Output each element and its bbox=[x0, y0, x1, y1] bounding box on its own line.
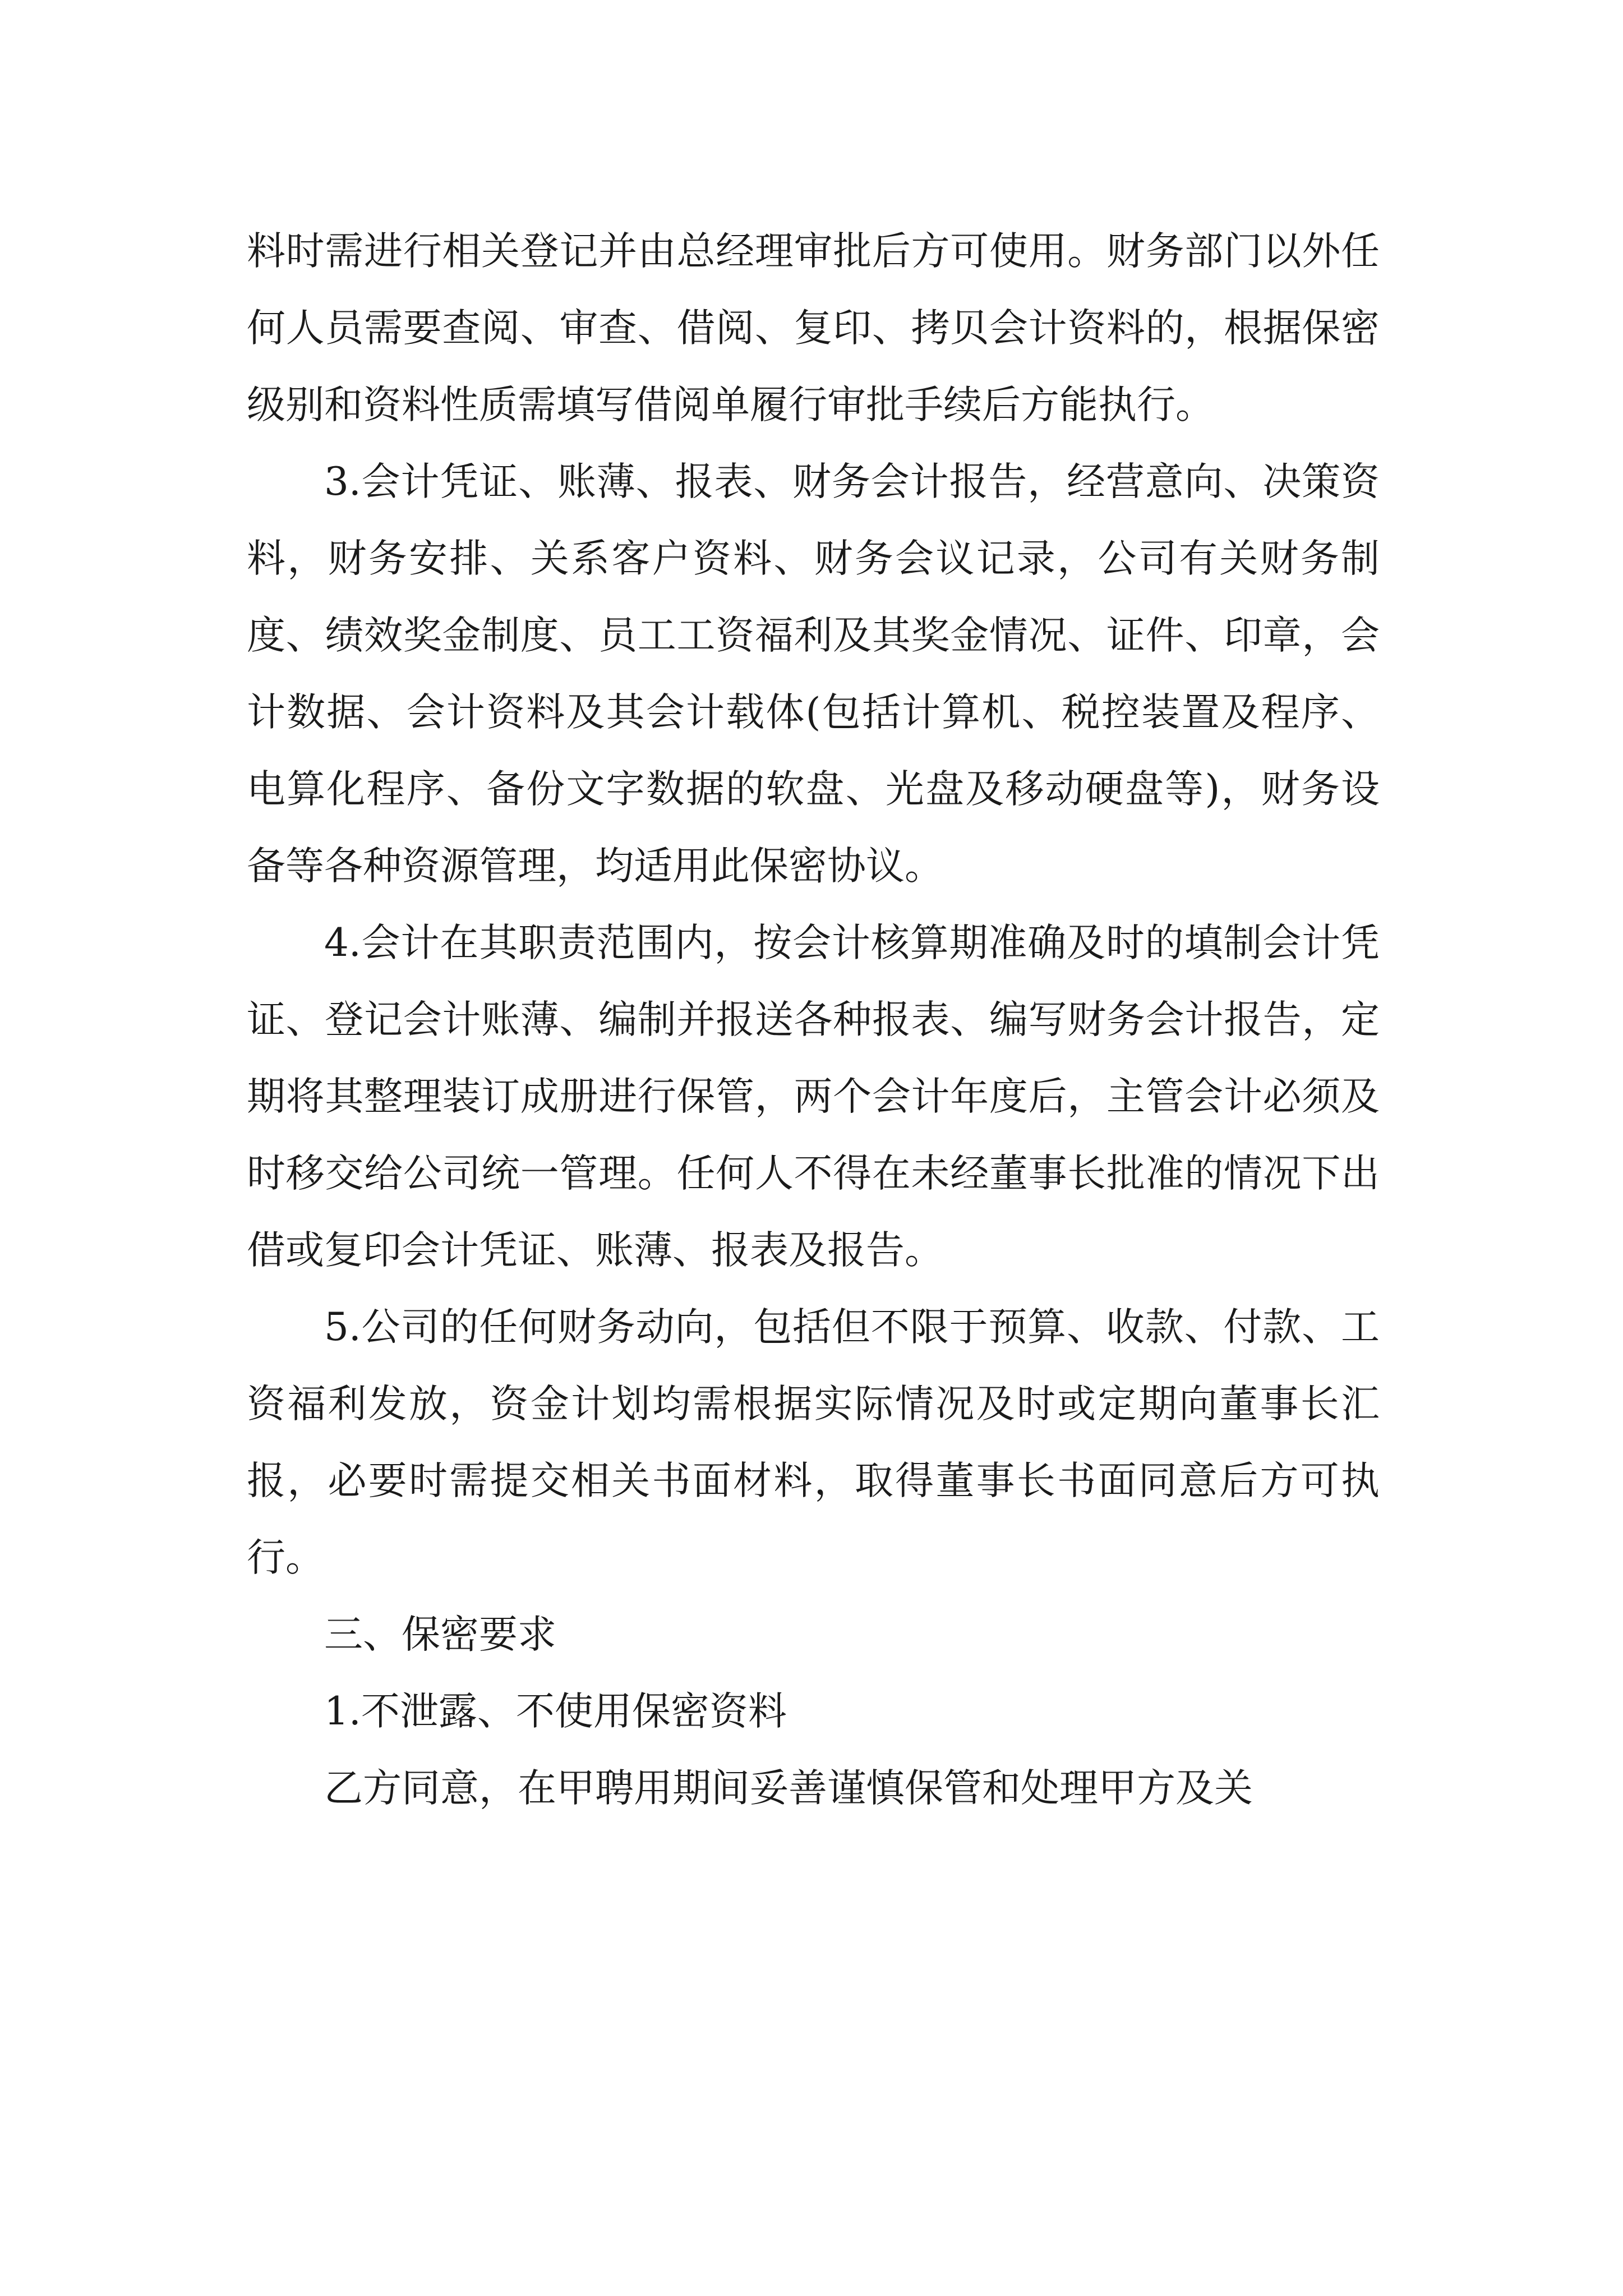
paragraph-item-5: 5.公司的任何财务动向，包括但不限于预算、收款、付款、工资福利发放，资金计划均需根据实际情况及时或定期向董事长汇报，必要时需提交相关书面材料，取得董事长书面同意后方可执行。 bbox=[247, 1305, 1380, 1580]
paragraph-item-4: 4.会计在其职责范围内，按会计核算期准确及时的填制会计凭证、登记会计账薄、编制并报送各种报表、编写财务会计报告，定期将其整理装订成册进行保管，两个会计年度后，主管会计必须及时移交给公司统一管理。任何人不得在未经董事长批准的情况下出借或复印会计凭证、账薄、报表及报告。 bbox=[247, 921, 1380, 1273]
section-heading-confidentiality-requirements: 三、保密要求 bbox=[324, 1612, 556, 1657]
subheading-no-disclosure: 1.不泄露、不使用保密资料 bbox=[324, 1689, 787, 1734]
paragraph-continuation: 料时需进行相关登记并由总经理审批后方可使用。财务部门以外任何人员需要查阅、审查、借阅、复印、拷贝会计资料的，根据保密级别和资料性质需填写借阅单履行审批手续后方能执行。 bbox=[247, 229, 1380, 427]
document-body bbox=[247, 213, 1380, 1827]
paragraph-party-b-agreement: 乙方同意，在甲聘用期间妥善谨慎保管和处理甲方及关 bbox=[324, 1766, 1253, 1811]
paragraph-item-3: 3.会计凭证、账薄、报表、财务会计报告，经营意向、决策资料，财务安排、关系客户资料、财务会议记录，公司有关财务制度、绩效奖金制度、员工工资福利及其奖金情况、证件、印章，会计数据、会计资料及其会计载体(包括计算机、税控装置及程序、电算化程序、备份文字数据的软盘、光盘及移动硬盘等)，财务设备等各种资源管理，均适用此保密协议。 bbox=[247, 459, 1380, 889]
